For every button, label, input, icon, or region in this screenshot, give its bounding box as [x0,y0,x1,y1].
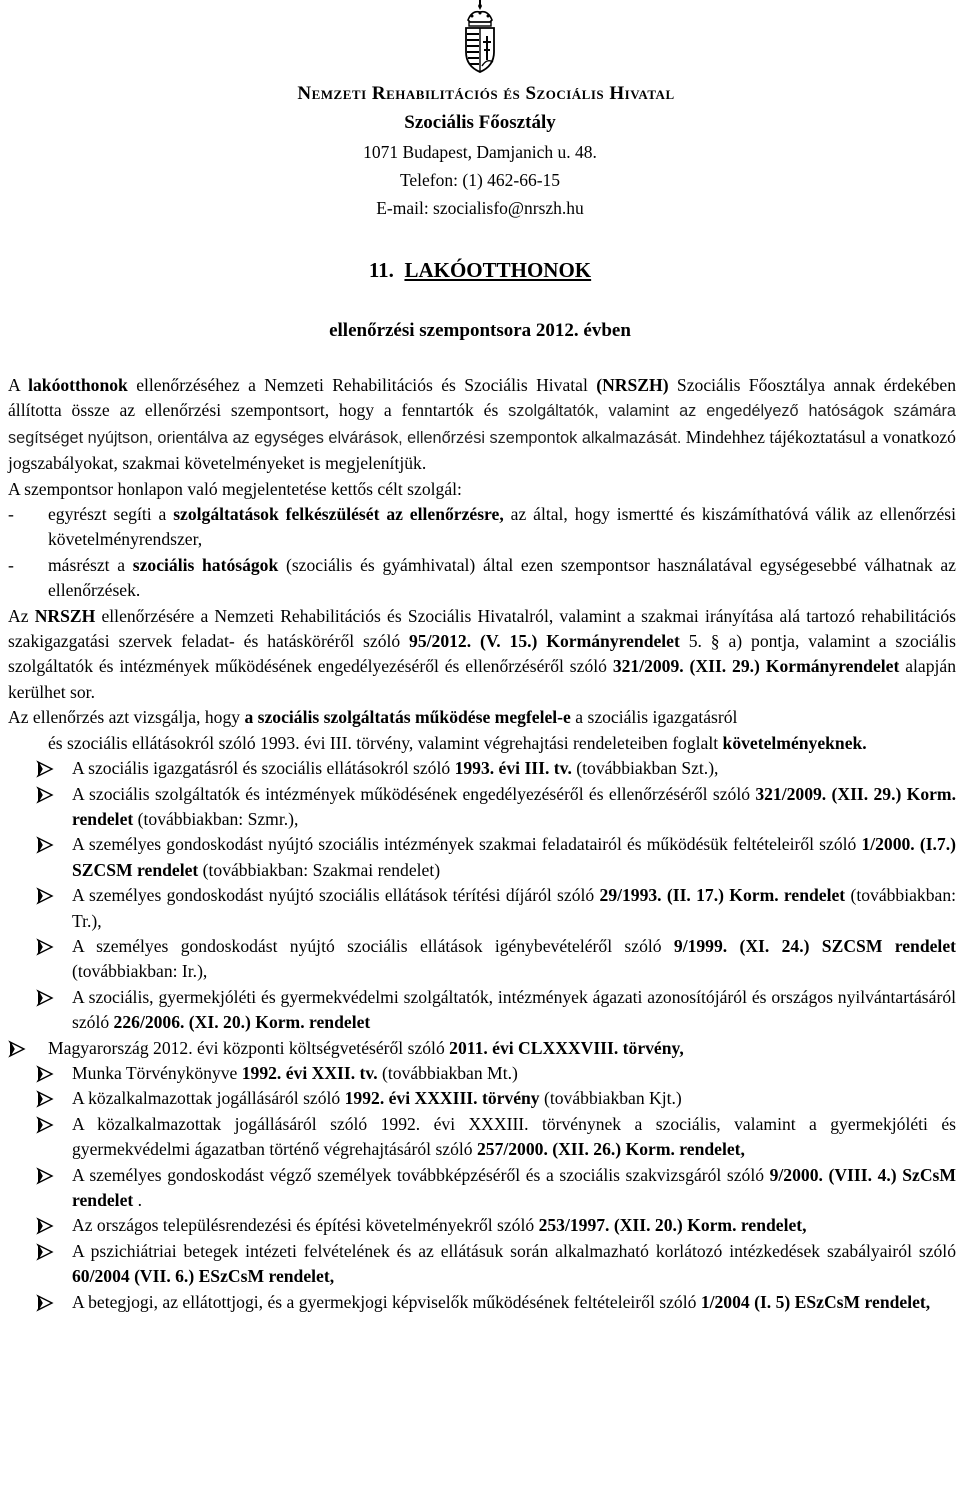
purpose-paragraph: A szempontsor honlapon való megjelentetése kettős célt szolgál: [8,478,462,499]
law-reference: 226/2006. (XI. 20.) Korm. rendelet [113,1012,371,1033]
law-abbrev: . [137,1190,143,1210]
law-text: A szociális, gyermekjóléti és gyermekvédelmi szolgáltatók, intézmények ágazati azonosítójáról és országos nyilvántartásáról szóló [72,986,956,1033]
law-reference: 321/2009. (XII. 29.) Korm. rendelet [72,783,956,829]
law-text: A személyes gondoskodást nyújtó szociális ellátások térítési díjáról szóló [72,885,595,906]
law-abbrev: (továbbiakban Szt.), [576,758,719,779]
law-reference: 29/1993. (II. 17.) Korm. rendelet [599,885,846,906]
document-title: 11. LAKÓOTTHONOK [368,258,592,282]
law-reference: 9/2000. (VIII. 4.) SzCsM rendelet [72,1164,956,1210]
arrow-bullet-icon [8,1290,72,1315]
law-abbrev: (továbbiakban Mt.) [382,1062,518,1083]
arrow-bullet-icon [8,985,72,1036]
arrow-bullet-icon [8,782,72,833]
law-reference: 1993. évi III. tv. [454,758,572,779]
document-subtitle: ellenőrzési szempontsora 2012. évben [329,320,631,341]
law-item [8,782,956,833]
law-text: Az országos településrendezési és építési követelményekről szóló [72,1215,535,1236]
law-abbrev: (továbbiakban: Szakmai rendelet) [202,859,441,880]
law-item [8,1036,956,1061]
legal-basis-paragraph: Az NRSZH ellenőrzésére a Nemzeti Rehabilitációs és Szociális Hivatalról, valamint a szakmai irányítása alá tartozó rehabilitációs szakigazgatási szervek feladat- és hatásköréről szóló 95/2012. (V. 15.) Kormányrendelet 5. § a) pontja, valamint a szociális szolgáltatók és intézmények működésének engedélyezéséről és ellenőrzéséről szóló 321/2009. (XII. 29.) Kormányrendelet alapján kerülhet sor. [8,605,957,702]
email: E-mail: szocialisfo@nrszh.hu [376,198,584,218]
law-list [8,756,956,1315]
law-text: A személyes gondoskodást nyújtó szociális intézmények szakmai feladatairól és működésük feltételeiről szóló [72,834,857,855]
letterhead [0,80,960,222]
arrow-bullet-icon [8,883,72,934]
department-name: Szociális Főosztály [404,112,556,133]
intro-paragraph: A lakóotthonok ellenőrzéséhez a Nemzeti Rehabilitációs és Szociális Hivatal (NRSZH) Szociális Főosztálya annak érdekében állította össze az ellenőrzési szempontsort, hogy a fenntartók és szolgáltatók, valamint az engedélyező hatóságok számára segítséget nyújtson, orientálva az egységes elvárások, ellenőrzési szempontok alkalmazását. Mindehhez tájékoztatásul a vonatkozó jogszabályokat, szakmai követelményeket is megjelenítjük. [8,375,957,474]
law-item [8,883,956,934]
law-abbrev: (továbbiakban: Szmr.), [137,808,299,829]
law-text: Munka Törvénykönyve [72,1062,238,1083]
law-item [8,1086,956,1111]
law-text: A személyes gondoskodást végző személyek továbbképzéséről és a szociális szakvizsgáról szóló [72,1164,765,1185]
scope-paragraph: Az ellenőrzés azt vizsgálja, hogy a szociális szolgáltatás működése megfelel-e a szociális igazgatásról [8,707,738,728]
law-text: A közalkalmazottak jogállásáról szóló 1992. évi XXXIII. törvénynek a szociális, valamint a gyermekjóléti és gyermekvédelmi ágazatban történő végrehajtásáról szóló [72,1113,956,1160]
arrow-bullet-icon [8,1163,72,1214]
arrow-bullet-icon [8,1086,72,1111]
law-reference: 2011. évi CLXXXVIII. törvény, [449,1037,684,1058]
scope-paragraph-cont: és szociális ellátásokról szóló 1993. évi III. törvény, valamint végrehajtási rendeleteiben foglalt követelményeknek. [48,732,867,753]
law-item [8,934,956,985]
arrow-bullet-icon [8,1112,72,1163]
arrow-bullet-icon [8,1213,72,1238]
law-item [8,1163,956,1214]
arrow-bullet-icon [8,1036,48,1061]
law-reference: 257/2000. (XII. 26.) Korm. rendelet, [476,1139,745,1160]
arrow-bullet-icon [8,934,72,985]
law-reference: 1/2000. (I.7.) SZCSM rendelet [72,834,956,880]
arrow-bullet-icon [8,756,72,781]
purpose-item-1: - egyrészt segíti a szolgáltatások felkészülését az ellenőrzésre, az által, hogy ismertté és kiszámíthatóvá válik az ellenőrzési követelményrendszer, [8,504,957,550]
law-item [8,1239,956,1290]
law-item [8,832,956,883]
law-item [8,756,956,781]
law-item [8,1213,956,1238]
law-item [8,985,956,1036]
law-reference: 1/2004 (I. 5) ESzCsM rendelet, [700,1291,931,1312]
law-reference: 253/1997. (XII. 20.) Korm. rendelet, [538,1215,807,1236]
law-text: A személyes gondoskodást nyújtó szociális ellátások igénybevételéről szóló [72,935,662,956]
law-text: A betegjogi, az ellátottjogi, és a gyermekjogi képviselők működésének feltételeiről szóló [72,1291,697,1312]
law-abbrev: (továbbiakban Kjt.) [544,1088,682,1109]
arrow-bullet-icon [8,832,72,883]
law-item [8,1290,956,1315]
law-reference: 60/2004 (VII. 6.) ESzCsM rendelet, [72,1266,335,1287]
phone: Telefon: (1) 462-66-15 [399,170,561,190]
arrow-bullet-icon [8,1061,72,1086]
law-item [8,1061,956,1086]
law-text: A pszichiátriai betegek intézeti felvételének és az ellátásuk során alkalmazható korlátozó intézkedések szabályairól szóló [72,1240,956,1261]
law-reference: 1992. évi XXII. tv. [241,1062,378,1083]
law-abbrev: (továbbiakban: Tr.), [72,885,957,931]
law-abbrev: (továbbiakban: Ir.), [72,961,208,982]
law-text: Magyarország 2012. évi központi költségvetéséről szóló [48,1037,445,1058]
purpose-item-2: - másrészt a szociális hatóságok (szociális és gyámhivatal) által ezen szempontsor használatával egységesebbé válhatnak az ellenőrzések. [8,554,956,601]
arrow-bullet-icon [8,1239,72,1290]
law-item [8,1112,956,1163]
address: 1071 Budapest, Damjanich u. 48. [363,142,597,162]
document-body [8,373,956,1315]
law-text: A közalkalmazottak jogállásáról szóló [72,1088,341,1109]
law-text: A szociális szolgáltatók és intézmények működésének engedélyezéséről és ellenőrzéséről szóló [72,783,751,804]
law-text: A szociális igazgatásról és szociális ellátásokról szóló [72,758,451,779]
law-reference: 1992. évi XXXIII. törvény [344,1088,540,1109]
hungarian-coat-of-arms-icon [460,0,500,74]
law-reference: 9/1999. (XI. 24.) SZCSM rendelet [673,935,956,956]
organization-name: Nemzeti Rehabilitációs és Szociális Hivatal [297,83,675,104]
